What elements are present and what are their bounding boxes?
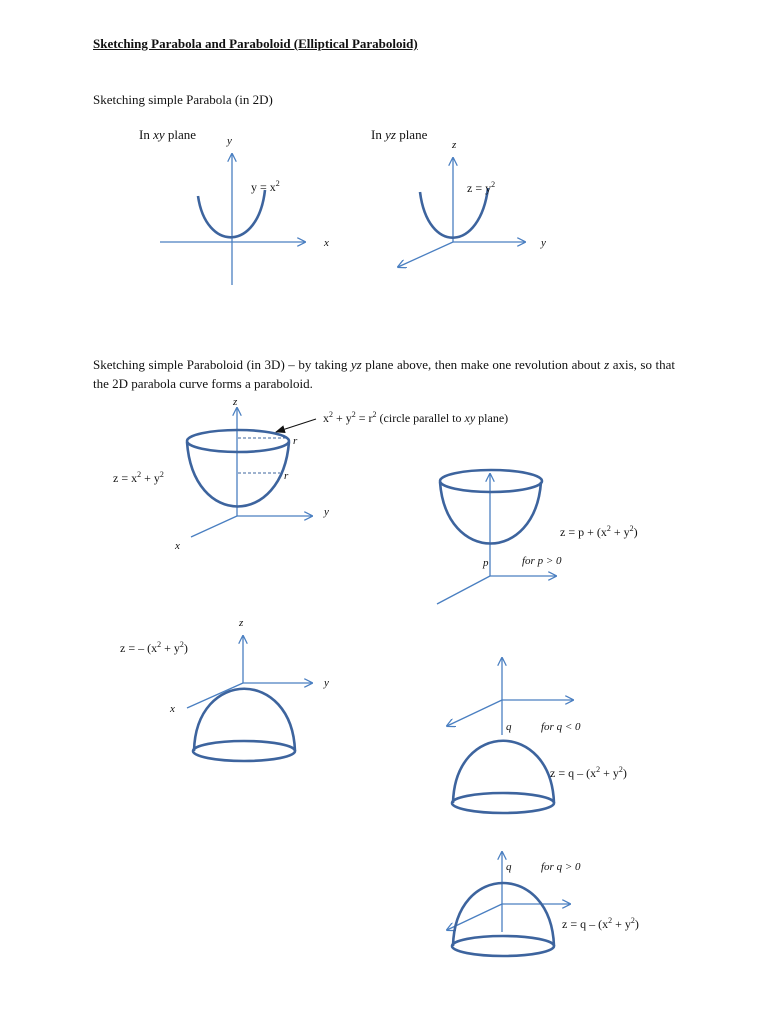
equation-text: + y bbox=[600, 766, 619, 780]
exponent: 2 bbox=[372, 410, 377, 419]
paragraph-text: axis, so that the 2D parabola curve forms a paraboloid. bbox=[93, 357, 676, 391]
vertex-label-q: q bbox=[506, 721, 512, 733]
figure-paraboloid-q-negative bbox=[447, 658, 627, 813]
equation-text: + y bbox=[161, 641, 180, 655]
pointer-arrow bbox=[276, 419, 316, 432]
paraboloid-rim bbox=[187, 430, 289, 452]
equation-text: ) bbox=[634, 917, 639, 931]
exponent: 2 bbox=[351, 410, 356, 419]
equation-text: ) bbox=[633, 525, 638, 539]
equation-text: z = – (x bbox=[120, 641, 158, 655]
exponent: 2 bbox=[137, 470, 142, 479]
exponent: 2 bbox=[159, 470, 164, 479]
exponent: 2 bbox=[618, 765, 623, 774]
plane-label-suffix: plane bbox=[164, 127, 197, 142]
equation-circle bbox=[323, 410, 508, 425]
x-axis bbox=[191, 516, 237, 537]
axis-label-z: z bbox=[233, 396, 238, 408]
plane-label-var: xy bbox=[153, 127, 165, 142]
equation-text: + y bbox=[333, 411, 352, 425]
radius-label-mid: r bbox=[284, 470, 289, 482]
axis-label-y: y bbox=[541, 237, 546, 249]
x-axis bbox=[437, 576, 490, 604]
axis-label-x: x bbox=[175, 540, 180, 552]
equation-text: + y bbox=[610, 525, 630, 539]
paraboloid-base bbox=[452, 793, 554, 813]
x-axis bbox=[447, 700, 502, 726]
section-heading-2d: Sketching simple Parabola (in 2D) bbox=[93, 92, 273, 107]
equation-text: (circle parallel to bbox=[376, 411, 465, 425]
axis-label-x: x bbox=[324, 237, 329, 249]
paraboloid-rim bbox=[440, 470, 542, 492]
equation-text: x bbox=[323, 411, 329, 425]
equation-text: z = x bbox=[113, 471, 138, 485]
paragraph-text: Sketching simple Paraboloid (in 3D) – by taking bbox=[93, 357, 351, 372]
figure-paraboloid-q-positive bbox=[447, 852, 639, 956]
exponent: 2 bbox=[275, 179, 280, 188]
equation-text: ) bbox=[622, 766, 627, 780]
equation-z-p bbox=[560, 524, 638, 539]
equation-text: plane) bbox=[475, 411, 509, 425]
condition-q-positive: for q > 0 bbox=[541, 861, 581, 873]
equation-z-negative bbox=[120, 640, 188, 655]
radius-label-top: r bbox=[293, 435, 298, 447]
paraboloid-base bbox=[193, 741, 295, 761]
exponent: 2 bbox=[596, 765, 601, 774]
equation-text: z = q – (x bbox=[562, 917, 609, 931]
exponent: 2 bbox=[179, 640, 184, 649]
axis-label-y: y bbox=[227, 135, 232, 147]
axis-label-y: y bbox=[324, 677, 329, 689]
exponent: 2 bbox=[629, 524, 634, 533]
paragraph-var: z bbox=[604, 357, 610, 372]
equation-text: = r bbox=[355, 411, 373, 425]
exponent: 2 bbox=[606, 524, 611, 533]
equation-z-q bbox=[562, 916, 639, 931]
paragraph-var: yz bbox=[350, 357, 362, 372]
axis-label-y: y bbox=[324, 506, 329, 518]
axis-label-z: z bbox=[452, 139, 457, 151]
equation-text: y = x bbox=[251, 180, 276, 194]
vertex-label-q: q bbox=[506, 861, 512, 873]
parabola-curve bbox=[420, 188, 488, 238]
exponent: 2 bbox=[491, 180, 496, 189]
condition-p: for p > 0 bbox=[522, 555, 562, 567]
plane-label-prefix: In bbox=[139, 127, 154, 142]
axis-label-z: z bbox=[239, 617, 244, 629]
equation-text: + y bbox=[141, 471, 160, 485]
equation-var: xy bbox=[464, 411, 476, 425]
equation-text: z = p + (x bbox=[560, 525, 607, 539]
equation-z-sum bbox=[113, 470, 164, 485]
equation-y-x2 bbox=[251, 179, 280, 194]
equation-text: z = y bbox=[467, 181, 492, 195]
vertex-label-p: p bbox=[483, 557, 489, 569]
plane-label-var: yz bbox=[385, 127, 396, 142]
paraboloid-base bbox=[452, 936, 554, 956]
plane-label-suffix: plane bbox=[395, 127, 428, 142]
equation-z-q bbox=[550, 765, 627, 780]
x-axis bbox=[187, 683, 243, 708]
equation-z-y2 bbox=[467, 180, 495, 195]
plane-label-prefix: In bbox=[371, 127, 386, 142]
figure-paraboloid-inverted bbox=[120, 617, 329, 761]
exponent: 2 bbox=[630, 916, 635, 925]
paragraph-text: plane above, then make one revolution about bbox=[361, 357, 605, 372]
condition-q-negative: for q < 0 bbox=[541, 721, 581, 733]
exponent: 2 bbox=[608, 916, 613, 925]
equation-text: ) bbox=[183, 641, 188, 655]
axis-label-x: x bbox=[170, 703, 175, 715]
figure-parabola-yz bbox=[398, 139, 546, 267]
document-title: Sketching Parabola and Paraboloid (Elliptical Paraboloid) bbox=[93, 36, 418, 51]
equation-text: + y bbox=[612, 917, 631, 931]
x-axis bbox=[398, 242, 453, 267]
figure-parabola-xy bbox=[160, 135, 329, 285]
exponent: 2 bbox=[329, 410, 333, 419]
equation-text: z = q – (x bbox=[550, 766, 597, 780]
exponent: 2 bbox=[157, 640, 162, 649]
figure-paraboloid-shifted-p bbox=[437, 470, 638, 604]
